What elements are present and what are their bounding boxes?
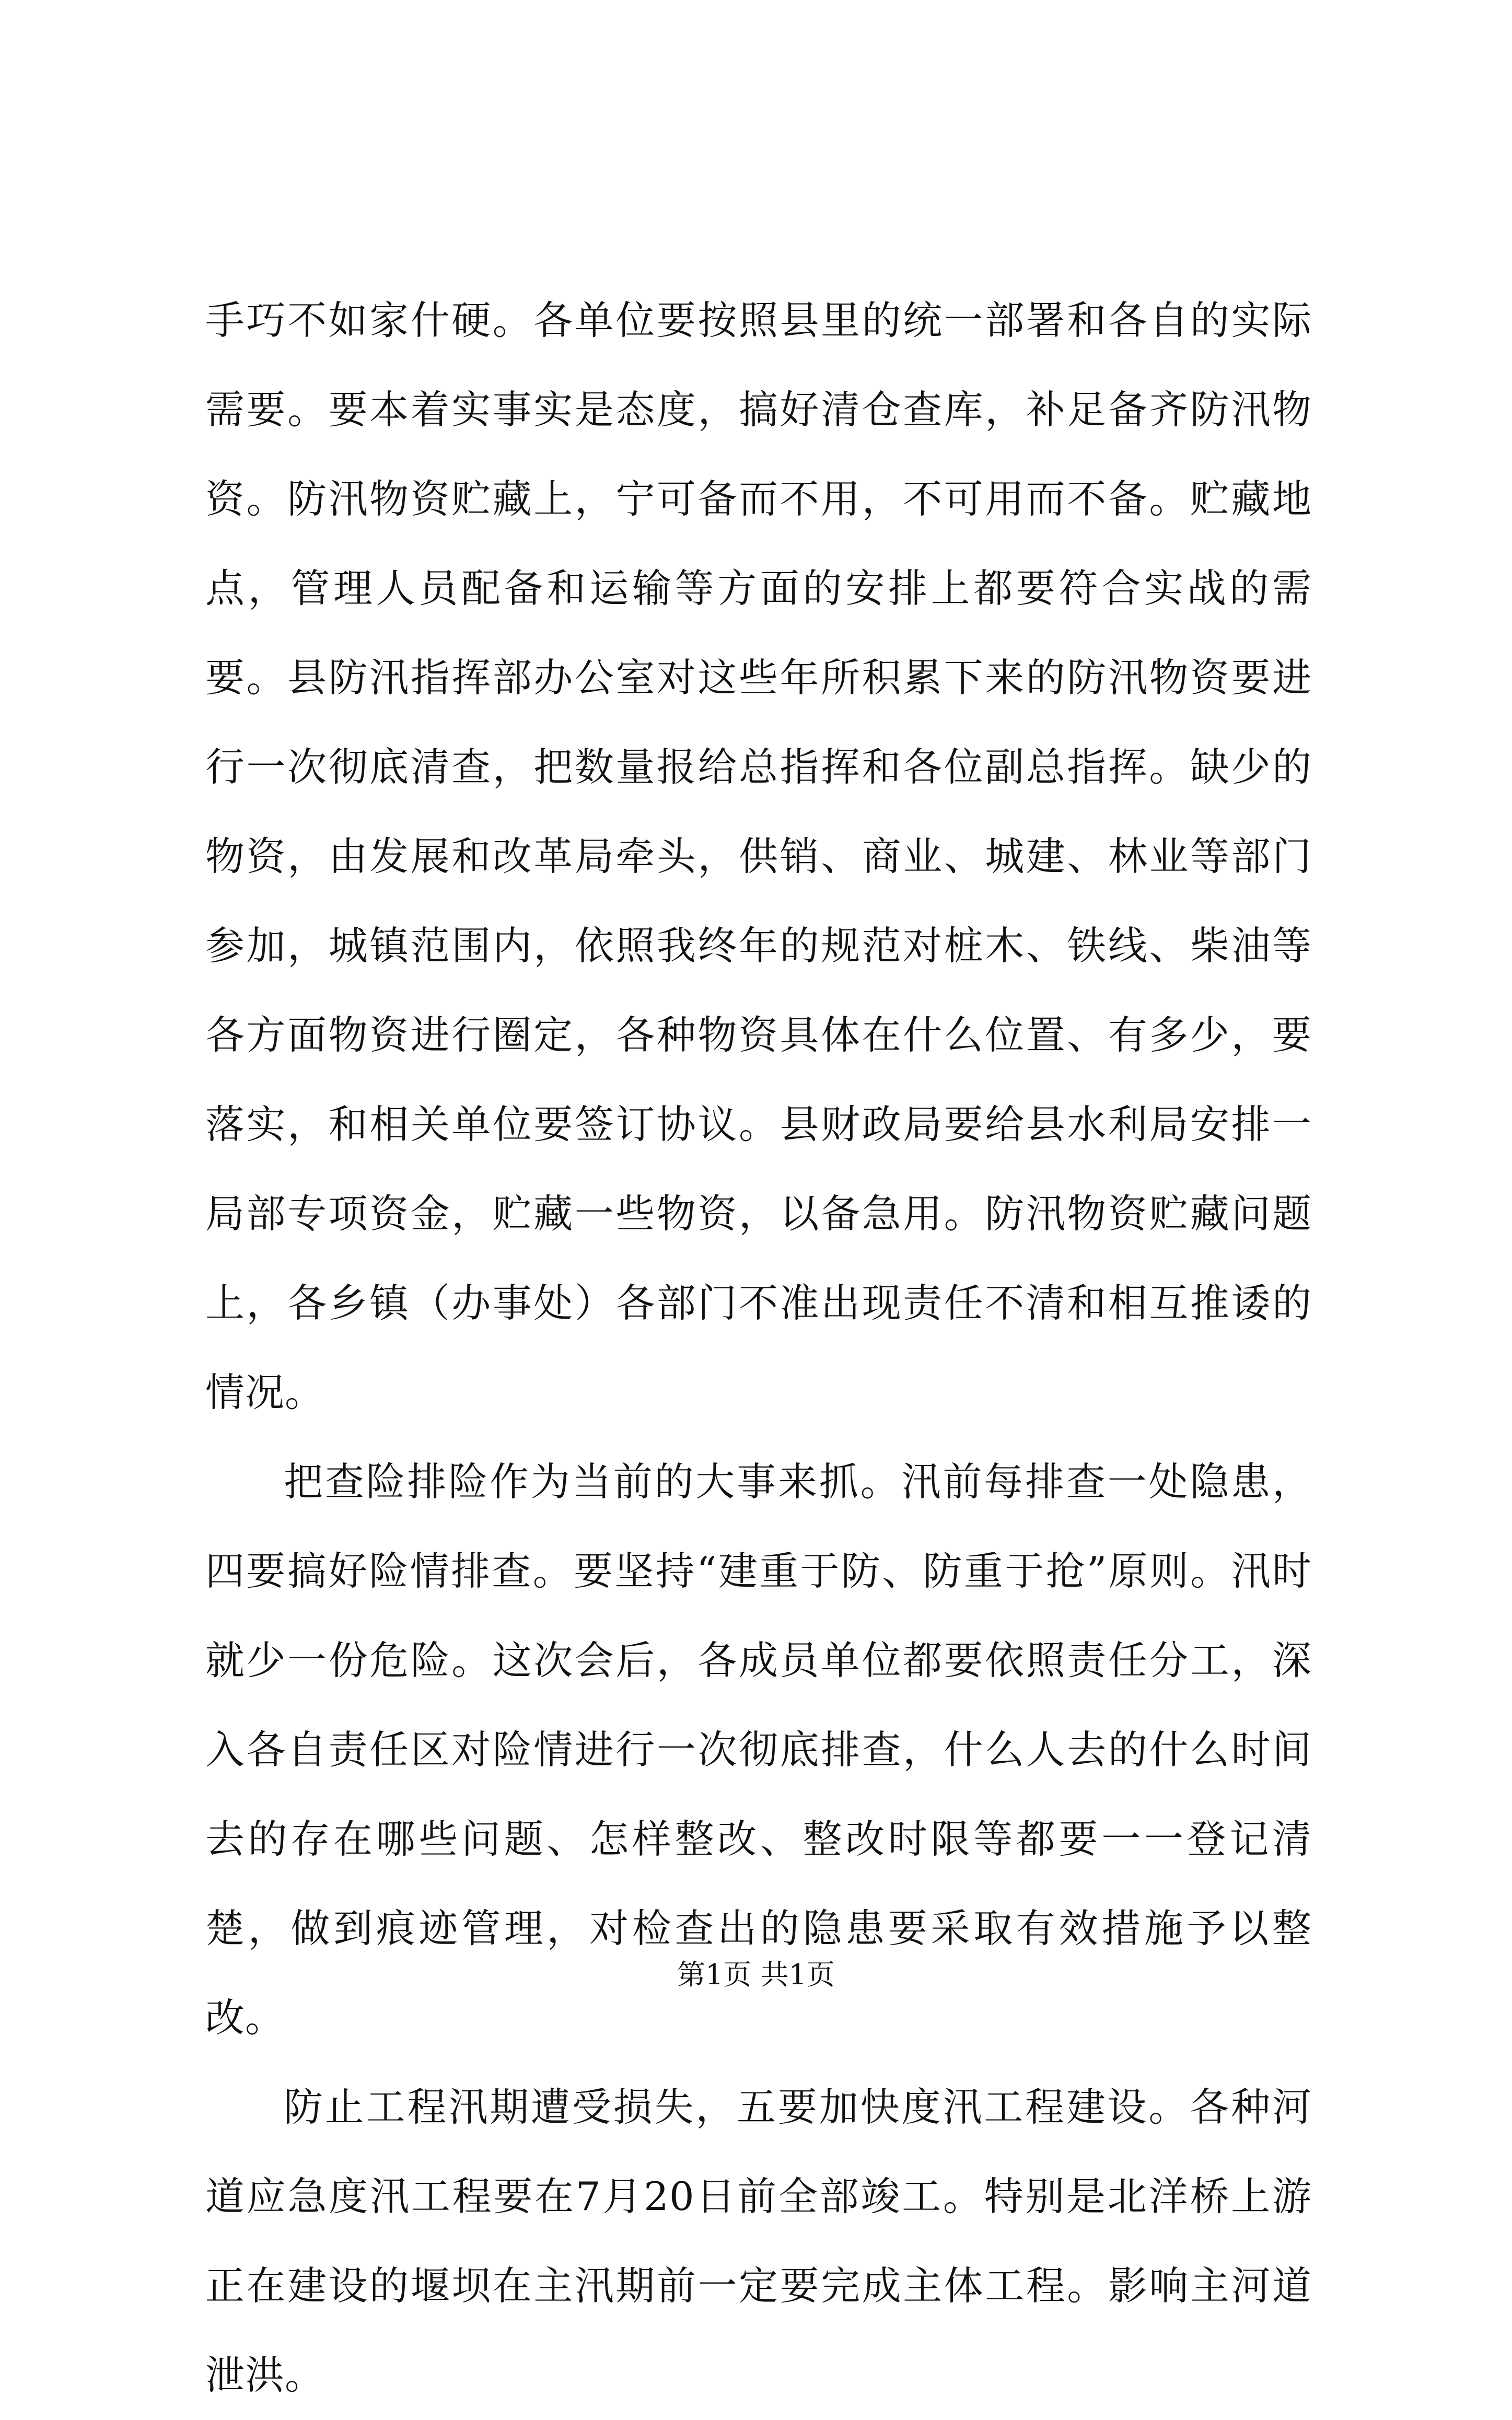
paragraph-2: 把查险排险作为当前的大事来抓。汛前每排查一处隐患，四要搞好险情排查。要坚持“建重于防、防重于抢”原则。汛时就少一份危险。这次会后，各成员单位都要依照责任分工，深入各自责任区对险情进行一次彻底排查，什么人去的什么时间去的存在哪些问题、怎样整改、整改时限等都要一一登记清楚，做到痕迹管理，对检查出的隐患要采取有效措施予以整改。	[205, 1459, 1312, 2041]
paragraph-3: 防止工程汛期遭受损失，五要加快度汛工程建设。各种河道应急度汛工程要在7月20日前全部竣工。特别是北洋桥上游正在建设的堰坝在主汛期前一定要完成主体工程。影响主河道泄洪。	[205, 2084, 1312, 2398]
page-footer: 第1页 共1页	[677, 1958, 835, 1991]
document-body	[205, 276, 1312, 2420]
paragraph-1: 手巧不如家什硬。各单位要按照县里的统一部署和各自的实际需要。要本着实事实是态度，搞好清仓查库，补足备齐防汛物资。防汛物资贮藏上，宁可备而不用，不可用而不备。贮藏地点，管理人员配备和运输等方面的安排上都要符合实战的需要。县防汛指挥部办公室对这些年所积累下来的防汛物资要进行一次彻底清查，把数量报给总指挥和各位副总指挥。缺少的物资，由发展和改革局牵头，供销、商业、城建、林业等部门参加，城镇范围内，依照我终年的规范对桩木、铁线、柴油等各方面物资进行圈定，各种物资具体在什么位置、有多少，要落实，和相关单位要签订协议。县财政局要给县水利局安排一局部专项资金，贮藏一些物资，以备急用。防汛物资贮藏问题上，各乡镇（办事处）各部门不准出现责任不清和相互推诿的情况。	[205, 297, 1312, 1415]
